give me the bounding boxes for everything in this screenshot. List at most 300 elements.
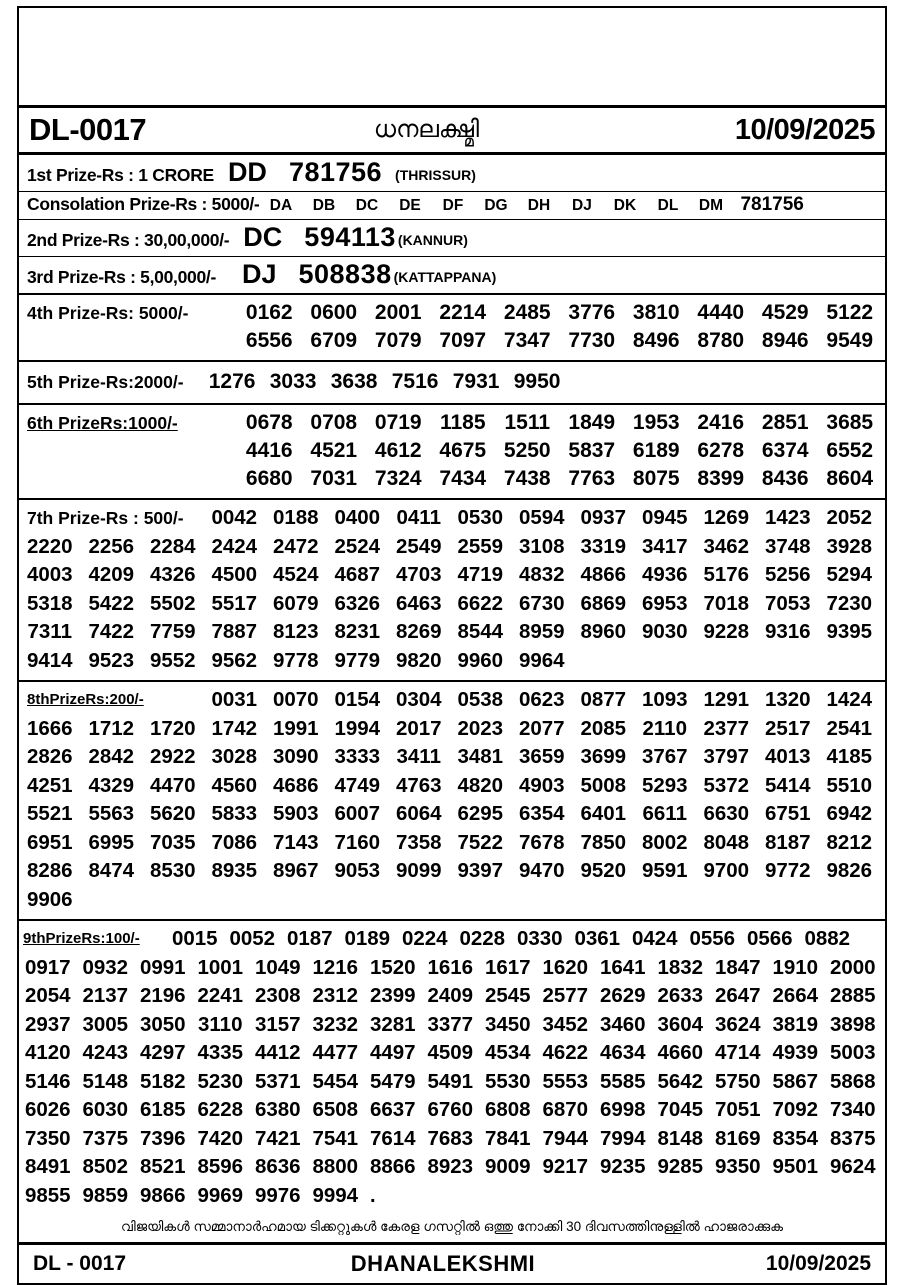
prize-number: 4326 bbox=[149, 563, 196, 586]
prize-number: 4497 bbox=[369, 1041, 416, 1064]
prize-number: 3481 bbox=[457, 745, 504, 768]
prize-number: 5868 bbox=[829, 1069, 876, 1093]
prize-number: 6079 bbox=[272, 591, 319, 615]
prize-number: 1991 bbox=[272, 716, 319, 740]
prize-number: 5620 bbox=[149, 802, 196, 825]
prize-number: 2284 bbox=[149, 534, 196, 558]
prize-number: 5903 bbox=[272, 802, 319, 825]
prize-number: 1185 bbox=[439, 411, 486, 434]
footer-note-malayalam: വിജയികൾ സമ്മാനാർഹമായ ടിക്കറ്റുകൾ കേരള ഗസറ്റിൽ ഒത്തു നോക്കി 30 ദിവസത്തിനുള്ളിൽ ഹാജരാക്കുക bbox=[19, 1214, 885, 1245]
header-draw-code: DL-0017 bbox=[29, 112, 147, 147]
prize-number: 9826 bbox=[826, 859, 873, 882]
prize-number: 0556 bbox=[689, 927, 736, 950]
prize-number: 3638 bbox=[330, 370, 378, 393]
prize-number: 3028 bbox=[211, 745, 258, 768]
prize-number: 9470 bbox=[518, 859, 565, 882]
prize-number: 9820 bbox=[395, 648, 442, 672]
prize-number: 2517 bbox=[764, 716, 811, 740]
consolation-series-item: DA bbox=[269, 197, 293, 214]
prize-number: 8596 bbox=[197, 1155, 244, 1178]
prize-number: 1994 bbox=[334, 716, 381, 740]
prize-number: 9099 bbox=[395, 859, 442, 882]
prize-number: 2409 bbox=[427, 984, 474, 1007]
first-prize-label: 1st Prize-Rs : 1 CRORE bbox=[27, 165, 214, 185]
prize-number: 6760 bbox=[427, 1098, 474, 1121]
prize-number: 9053 bbox=[334, 859, 381, 882]
prize-number: 6326 bbox=[334, 591, 381, 615]
prize-number: 2220 bbox=[26, 534, 73, 558]
prize-number: 2214 bbox=[439, 301, 487, 324]
prize-number: 2633 bbox=[657, 984, 704, 1007]
prize-number: 8231 bbox=[334, 620, 381, 643]
prize-number: 6401 bbox=[580, 802, 627, 825]
prize-number: 5530 bbox=[484, 1069, 531, 1093]
prize-number: 0991 bbox=[139, 955, 186, 979]
prize-number: 7350 bbox=[24, 1126, 71, 1150]
prize-number: 2549 bbox=[395, 534, 442, 558]
prize-number: 4529 bbox=[761, 301, 809, 324]
prize-number: 9285 bbox=[657, 1155, 704, 1178]
prize-number: 8399 bbox=[697, 467, 745, 490]
prize-number: 2001 bbox=[374, 301, 422, 324]
consolation-prize-band bbox=[19, 192, 885, 220]
prize-number: 0719 bbox=[374, 411, 422, 434]
prize-number: 5517 bbox=[211, 591, 258, 615]
prize-number: 7421 bbox=[254, 1126, 301, 1150]
prize-number: 4763 bbox=[395, 773, 442, 797]
prize-number: 6709 bbox=[310, 329, 358, 352]
prize-number: 1849 bbox=[568, 411, 616, 434]
prize-number: 5008 bbox=[580, 773, 627, 797]
consolation-prize-label: Consolation Prize-Rs : 5000/- bbox=[27, 194, 260, 214]
prize-number: 7438 bbox=[503, 467, 551, 490]
prize-number: 0154 bbox=[334, 688, 381, 711]
prize-number: 0188 bbox=[272, 506, 319, 529]
third-prize-band bbox=[19, 257, 885, 295]
prize-number: 8269 bbox=[395, 620, 442, 643]
prize-number: 8946 bbox=[761, 329, 809, 352]
prize-number: 2647 bbox=[714, 984, 761, 1007]
prize-number: 7035 bbox=[149, 830, 196, 854]
prize-number: 2000 bbox=[829, 955, 876, 979]
prize-number: 9397 bbox=[457, 859, 504, 882]
prize-number: 8474 bbox=[88, 859, 135, 882]
prize-number: 3685 bbox=[826, 411, 874, 434]
sixth-prize-row bbox=[19, 409, 885, 437]
prize-number: 4534 bbox=[484, 1041, 531, 1064]
prize-number: 7759 bbox=[149, 620, 196, 643]
prize-number: 1511 bbox=[504, 411, 551, 434]
prize-number: 7347 bbox=[503, 329, 551, 352]
prize-number: 3767 bbox=[641, 745, 688, 768]
prize-number: 9549 bbox=[826, 329, 874, 352]
prize-number: 3898 bbox=[829, 1012, 876, 1036]
prize-number: 0932 bbox=[82, 955, 129, 979]
prize-number: 7683 bbox=[427, 1126, 474, 1150]
prize-number: 4412 bbox=[254, 1041, 301, 1064]
prize-number: 2256 bbox=[88, 534, 135, 558]
prize-number: 6637 bbox=[369, 1098, 416, 1121]
first-prize-band bbox=[19, 155, 885, 192]
prize-number: 1616 bbox=[427, 955, 474, 979]
eighth-prize-band bbox=[19, 682, 885, 921]
prize-number: 6007 bbox=[334, 802, 381, 825]
prize-number: 3319 bbox=[580, 534, 627, 558]
prize-number: 6463 bbox=[395, 591, 442, 615]
prize-number: 4903 bbox=[518, 773, 565, 797]
prize-number: 4120 bbox=[24, 1041, 71, 1064]
prize-number: 0162 bbox=[245, 301, 293, 324]
prize-number: 2545 bbox=[484, 984, 531, 1007]
prize-number: 2241 bbox=[197, 984, 244, 1007]
prize-number: 5479 bbox=[369, 1069, 416, 1093]
second-prize-series: DC bbox=[243, 222, 283, 252]
prize-number: 1001 bbox=[197, 955, 244, 979]
prize-number: 7516 bbox=[391, 370, 439, 393]
prize-number: 9960 bbox=[457, 648, 504, 672]
prize-number: 2664 bbox=[772, 984, 819, 1007]
prize-number: 9030 bbox=[641, 620, 688, 643]
masthead-blank-area bbox=[19, 8, 885, 108]
prize-number: 2885 bbox=[829, 984, 876, 1007]
prize-number: 4936 bbox=[641, 563, 688, 586]
prize-number: 8002 bbox=[641, 830, 688, 854]
prize-number: 4243 bbox=[82, 1041, 129, 1064]
prize-number: 7678 bbox=[518, 830, 565, 854]
prize-number: 8604 bbox=[826, 467, 874, 490]
prize-number: 4660 bbox=[657, 1041, 704, 1064]
prize-number: 2308 bbox=[254, 984, 301, 1007]
prize-number: 0538 bbox=[457, 688, 504, 711]
seventh-prize-band bbox=[19, 500, 885, 682]
prize-number: 5454 bbox=[312, 1069, 359, 1093]
prize-number: 7763 bbox=[568, 467, 616, 490]
prize-number: 7614 bbox=[369, 1126, 416, 1150]
prize-number: 4521 bbox=[310, 439, 358, 462]
prize-number: 2541 bbox=[826, 716, 873, 740]
prize-number: 9866 bbox=[139, 1183, 186, 1207]
prize-number: 0031 bbox=[211, 688, 258, 711]
prize-number: 5250 bbox=[503, 439, 551, 462]
prize-number: 4185 bbox=[826, 745, 873, 768]
prize-number: 1520 bbox=[369, 955, 416, 979]
prize-number: 8286 bbox=[26, 859, 73, 882]
prize-number: 6730 bbox=[518, 591, 565, 615]
prize-number: 1666 bbox=[26, 716, 73, 740]
prize-number: 4416 bbox=[245, 439, 293, 462]
prize-number: 5230 bbox=[197, 1069, 244, 1093]
prize-number: 6026 bbox=[24, 1098, 71, 1121]
prize-number: 8544 bbox=[457, 620, 504, 643]
seventh-prize-grid bbox=[19, 504, 885, 675]
prize-number: 8959 bbox=[518, 620, 565, 643]
prize-number: 8967 bbox=[272, 859, 319, 882]
prize-number: 2023 bbox=[457, 716, 504, 740]
prize-number: 4622 bbox=[542, 1041, 589, 1064]
prize-number: 4509 bbox=[427, 1041, 474, 1064]
prize-number: 8048 bbox=[703, 830, 750, 854]
prize-number: 4687 bbox=[334, 563, 381, 586]
prize-number: 6998 bbox=[599, 1098, 646, 1121]
prize-number: 1049 bbox=[254, 955, 301, 979]
prize-number: 8491 bbox=[24, 1155, 71, 1178]
prize-number: 1093 bbox=[641, 688, 688, 711]
first-prize-number: 781756 bbox=[288, 157, 383, 187]
prize-number: 8935 bbox=[211, 859, 258, 882]
consolation-series-item: DC bbox=[355, 197, 379, 214]
prize-number: 1320 bbox=[764, 688, 811, 711]
prize-number: 8212 bbox=[826, 830, 873, 854]
prize-number: 8923 bbox=[427, 1155, 474, 1178]
prize-number: 4329 bbox=[88, 773, 135, 797]
prize-number: 2017 bbox=[395, 716, 442, 740]
second-prize-place: (KANNUR) bbox=[397, 232, 468, 248]
prize-number: 2842 bbox=[88, 745, 135, 768]
prize-number: 6951 bbox=[26, 830, 73, 854]
prize-number: 3928 bbox=[826, 534, 873, 558]
prize-number: 5521 bbox=[26, 802, 73, 825]
prize-number: 8496 bbox=[632, 329, 680, 352]
consolation-prize-number: 781756 bbox=[740, 194, 804, 215]
prize-number: 2196 bbox=[139, 984, 186, 1007]
prize-number: 5371 bbox=[254, 1069, 301, 1093]
prize-number: 7850 bbox=[580, 830, 627, 854]
prize-number: 9552 bbox=[149, 648, 196, 672]
sixth-prize-band bbox=[19, 405, 885, 500]
prize-number: 7522 bbox=[457, 830, 504, 854]
prize-number: 7944 bbox=[542, 1126, 589, 1150]
prize-number: 7340 bbox=[829, 1098, 876, 1121]
prize-number: 9235 bbox=[599, 1155, 646, 1178]
prize-number: 0224 bbox=[401, 927, 448, 950]
prize-number: 5750 bbox=[714, 1069, 761, 1093]
prize-number: 3108 bbox=[518, 534, 565, 558]
prize-number: 9523 bbox=[88, 648, 135, 672]
prize-number: 4013 bbox=[764, 745, 811, 768]
prize-number: 3699 bbox=[580, 745, 627, 768]
prize-number: 0015 bbox=[171, 927, 218, 950]
prize-number: 0052 bbox=[229, 927, 276, 950]
prize-number: 6380 bbox=[254, 1098, 301, 1121]
prize-number: 1620 bbox=[542, 955, 589, 979]
prize-number: 0330 bbox=[516, 927, 563, 950]
prize-number: 9964 bbox=[518, 648, 565, 672]
prize-number: 7420 bbox=[197, 1126, 244, 1150]
third-prize-number: 508838 bbox=[298, 259, 392, 289]
prize-number: 6228 bbox=[197, 1098, 244, 1121]
prize-number: 8123 bbox=[272, 620, 319, 643]
prize-number: 2559 bbox=[457, 534, 504, 558]
prize-number: 0937 bbox=[580, 506, 627, 529]
prize-number: 3417 bbox=[641, 534, 688, 558]
prize-number: 8187 bbox=[764, 830, 811, 854]
prize-number: 4939 bbox=[772, 1041, 819, 1064]
second-prize-number: 594113 bbox=[304, 222, 396, 252]
prize-number: 5502 bbox=[149, 591, 196, 615]
prize-number: 4477 bbox=[312, 1041, 359, 1064]
prize-number: 5422 bbox=[88, 591, 135, 615]
prize-number: 0304 bbox=[395, 688, 442, 711]
seventh-prize-label: 7th Prize-Rs : 500/- bbox=[27, 508, 184, 528]
prize-number: 4297 bbox=[139, 1041, 186, 1064]
prize-number: 4686 bbox=[272, 773, 319, 797]
prize-number: 6295 bbox=[457, 802, 504, 825]
prize-number: 7358 bbox=[395, 830, 442, 854]
prize-number: 7396 bbox=[139, 1126, 186, 1150]
prize-number: 4832 bbox=[518, 563, 565, 586]
prize-number: 1641 bbox=[599, 955, 646, 979]
sixth-prize-label: 6th PrizeRs:1000/- bbox=[27, 413, 178, 433]
consolation-series-item: DG bbox=[484, 197, 508, 214]
prize-number: 1423 bbox=[764, 506, 811, 529]
prize-number: 5148 bbox=[82, 1069, 129, 1093]
consolation-series-item: DB bbox=[312, 197, 336, 214]
prize-number: 4209 bbox=[88, 563, 135, 586]
prize-number: 2085 bbox=[580, 716, 627, 740]
prize-number: 7031 bbox=[310, 467, 358, 490]
prize-number: 1291 bbox=[703, 688, 750, 711]
prize-number: 2377 bbox=[703, 716, 750, 740]
prize-number: 2312 bbox=[312, 984, 359, 1007]
prize-number: 3157 bbox=[254, 1012, 301, 1036]
prize-number: 9350 bbox=[714, 1155, 761, 1178]
prize-number: 7730 bbox=[568, 329, 616, 352]
prize-number: 2524 bbox=[334, 534, 381, 558]
ninth-prize-grid bbox=[19, 925, 885, 1210]
prize-number: 2851 bbox=[761, 411, 809, 434]
prize-number: 4719 bbox=[457, 563, 504, 586]
prize-number: 4820 bbox=[457, 773, 504, 797]
prize-number: 2054 bbox=[24, 984, 71, 1007]
prize-number: 8075 bbox=[632, 467, 680, 490]
prize-number: 6064 bbox=[395, 802, 442, 825]
ninth-prize-band bbox=[19, 921, 885, 1214]
prize-number: 7841 bbox=[484, 1126, 531, 1150]
prize-number: 1617 bbox=[484, 955, 531, 979]
sixth-prize-row bbox=[19, 465, 885, 493]
consolation-series-item: DK bbox=[613, 197, 637, 214]
eighth-prize-grid bbox=[19, 686, 885, 914]
fifth-prize-label: 5th Prize-Rs:2000/- bbox=[27, 372, 184, 392]
prize-number: 3377 bbox=[427, 1012, 474, 1036]
prize-number: 0424 bbox=[631, 927, 678, 950]
prize-number: 6030 bbox=[82, 1098, 129, 1121]
prize-number: 1953 bbox=[632, 411, 680, 434]
prize-number: 3411 bbox=[396, 745, 441, 768]
prize-number: 6808 bbox=[484, 1098, 531, 1121]
prize-number: 8436 bbox=[761, 467, 809, 490]
prize-number: 9778 bbox=[272, 648, 319, 672]
prize-number: 3281 bbox=[369, 1012, 416, 1036]
fourth-prize-row bbox=[19, 327, 885, 355]
prize-number: 2052 bbox=[826, 506, 873, 529]
fifth-prize-row bbox=[19, 367, 885, 397]
prize-number: 1720 bbox=[149, 716, 196, 740]
prize-number: 7887 bbox=[211, 620, 258, 643]
prize-number: 3110 bbox=[198, 1012, 243, 1036]
prize-number: 8960 bbox=[580, 620, 627, 643]
prize-number: 3033 bbox=[269, 370, 317, 393]
prize-number: 3090 bbox=[272, 745, 319, 768]
prize-number: 0042 bbox=[211, 506, 258, 529]
prize-number: 7045 bbox=[657, 1098, 704, 1121]
prize-number: 4634 bbox=[599, 1041, 646, 1064]
prize-number: 4524 bbox=[272, 563, 319, 586]
prize-number: 3460 bbox=[599, 1012, 646, 1036]
third-prize-place: (KATTAPPANA) bbox=[393, 269, 497, 285]
prize-number: 5318 bbox=[26, 591, 73, 615]
prize-number: 7092 bbox=[772, 1098, 819, 1121]
prize-number: 6942 bbox=[826, 802, 873, 825]
prize-number: 7931 bbox=[452, 370, 500, 393]
prize-number: 3810 bbox=[632, 301, 680, 324]
prize-number: 5491 bbox=[427, 1069, 474, 1093]
prize-number: 1424 bbox=[826, 688, 873, 711]
second-prize-label: 2nd Prize-Rs : 30,00,000/- bbox=[27, 230, 230, 250]
prize-number: 4335 bbox=[197, 1041, 244, 1064]
prize-number: 9994 bbox=[312, 1183, 359, 1207]
consolation-series-item: DJ bbox=[572, 197, 592, 214]
prize-number: 5256 bbox=[764, 563, 811, 586]
prize-number: 3776 bbox=[568, 301, 616, 324]
prize-number: 0228 bbox=[459, 927, 506, 950]
prize-number: 9591 bbox=[641, 859, 688, 882]
prize-number: 0594 bbox=[518, 506, 565, 529]
prize-number: 6556 bbox=[245, 329, 293, 352]
prize-number: 7097 bbox=[439, 329, 487, 352]
list-terminator: . bbox=[370, 1184, 376, 1207]
prize-number: 1216 bbox=[312, 955, 359, 979]
prize-number: 8521 bbox=[139, 1155, 186, 1178]
prize-number: 7079 bbox=[374, 329, 422, 352]
prize-number: 1712 bbox=[88, 716, 135, 740]
prize-number: 9217 bbox=[542, 1155, 589, 1178]
prize-number: 4675 bbox=[439, 439, 487, 462]
prize-number: 7422 bbox=[88, 620, 135, 643]
prize-number: 9906 bbox=[26, 887, 73, 911]
prize-number: 7086 bbox=[211, 830, 258, 854]
prize-number: 2922 bbox=[149, 745, 196, 768]
consolation-series-item: DE bbox=[399, 197, 421, 214]
prize-number: 9562 bbox=[211, 648, 258, 672]
prize-number: 5176 bbox=[703, 563, 750, 586]
prize-number: 3333 bbox=[334, 745, 381, 768]
prize-number: 6870 bbox=[542, 1098, 589, 1121]
prize-number: 8800 bbox=[312, 1155, 359, 1178]
prize-number: 0945 bbox=[641, 506, 688, 529]
header-lottery-name-malayalam: ധനലക്ഷ്മി bbox=[373, 116, 480, 143]
header-row bbox=[19, 108, 885, 155]
prize-number: 5833 bbox=[211, 802, 258, 825]
prize-number: 9779 bbox=[334, 648, 381, 672]
consolation-series-list bbox=[259, 197, 732, 215]
prize-number: 1742 bbox=[211, 716, 258, 740]
prize-number: 0600 bbox=[310, 301, 358, 324]
prize-number: 6185 bbox=[139, 1098, 186, 1121]
header-draw-date: 10/09/2025 bbox=[734, 113, 875, 146]
third-prize-label: 3rd Prize-Rs : 5,00,000/- bbox=[27, 267, 216, 287]
prize-number: 6354 bbox=[518, 802, 565, 825]
consolation-series-item: DM bbox=[698, 197, 724, 214]
prize-number: 2424 bbox=[211, 534, 258, 558]
prize-number: 4560 bbox=[211, 773, 258, 797]
fourth-prize-band bbox=[19, 295, 885, 362]
prize-number: 4866 bbox=[580, 563, 627, 586]
first-prize-series: DD bbox=[227, 157, 267, 187]
prize-number: 2629 bbox=[599, 984, 646, 1007]
second-prize-band bbox=[19, 220, 885, 257]
prize-number: 0530 bbox=[457, 506, 504, 529]
